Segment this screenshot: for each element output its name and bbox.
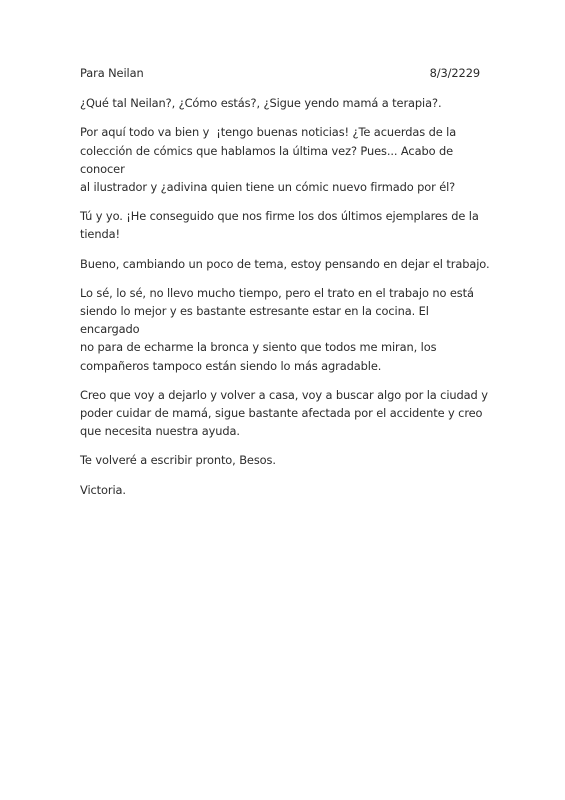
signed-comics-paragraph: Tú y yo. ¡He conseguido que nos firme los dos últimos ejemplares de la tienda! — [80, 209, 479, 242]
work-issues-paragraph: Lo sé, lo sé, no llevo mucho tiempo, pero el trato en el trabajo no está siendo lo mejor y es bastante estresante estar en la cocina. El encargado no para de echarme la bronca y siento que todos me miran, los compañeros tampoco están siendo lo más agradable. — [80, 285, 474, 373]
signature: Victoria. — [80, 482, 126, 497]
closing-paragraph: Te volveré a escribir pronto, Besos. — [80, 453, 276, 468]
letter-date: 8/3/2229 — [429, 66, 480, 80]
return-home-paragraph: Creo que voy a dejarlo y volver a casa, voy a buscar algo por la ciudad y poder cuidar de mamá, sigue bastante afectada por el accidente y creo que necesita nuestra ayuda. — [80, 387, 488, 439]
greeting-paragraph: ¿Qué tal Neilan?, ¿Cómo estás?, ¿Sigue yendo mamá a terapia?. — [80, 96, 442, 111]
job-paragraph: Bueno, cambiando un poco de tema, estoy pensando en dejar el trabajo. — [80, 256, 490, 271]
letter-recipient: Para Neilan — [80, 66, 144, 80]
letter-header — [80, 64, 480, 82]
news-paragraph: Por aquí todo va bien y ¡tengo buenas noticias! ¿Te acuerdas de la colección de cómics que hablamos la última vez? Pues... Acabo de conocer al ilustrador y ¿adivina quien tiene un cómic nuevo firmado por él? — [80, 125, 457, 195]
letter-body — [80, 64, 490, 510]
